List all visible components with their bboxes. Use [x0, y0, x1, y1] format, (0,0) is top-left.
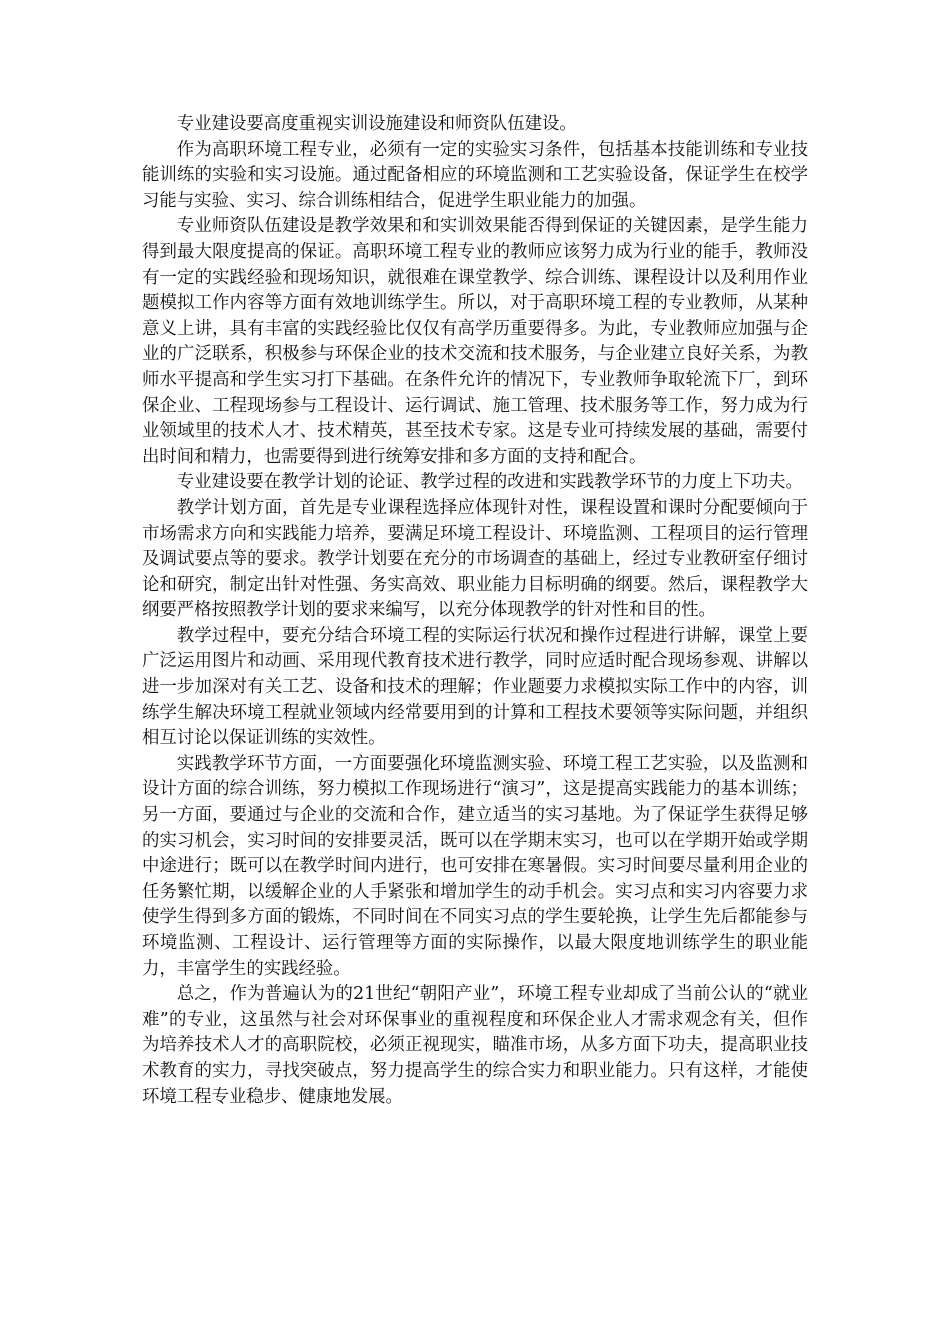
paragraph-teaching-process: 教学过程中，要充分结合环境工程的实际运行状况和操作过程进行讲解，课堂上要广泛运用图片和动画、采用现代教育技术进行教学，同时应适时配合现场参观、讲解以进一步加深对有关工艺、设备和技术的理解；作业题要力求模拟实际工作中的内容，训练学生解决环境工程就业领域内经常要用到的计算和工程技术要领等实际问题，并组织相互讨论以保证训练的实效性。 [142, 625, 808, 749]
paragraph-lab-conditions: 作为高职环境工程专业，必须有一定的实验实习条件，包括基本技能训练和专业技能训练的实验和实习设施。通过配备相应的环境监测和工艺实验设备，保证学生在校学习能与实验、实习、综合训练相结合，促进学生职业能力的加强。 [142, 139, 808, 211]
paragraph-practical-teaching: 实践教学环节方面，一方面要强化环境监测实验、环境工程工艺实验，以及监测和设计方面的综合训练，努力模拟工作现场进行“演习”，这是提高实践能力的基本训练；另一方面，要通过与企业的交流和合作，建立适当的实习基地。为了保证学生获得足够的实习机会，实习时间的安排要灵活，既可以在学期末实习，也可以在学期开始或学期中途进行；既可以在教学时间内进行，也可安排在寒暑假。实习时间要尽量利用企业的任务繁忙期，以缓解企业的人手紧张和增加学生的动手机会。实习点和实习内容要力求使学生得到多方面的锻炼，不同时间在不同实习点的学生要轮换，让学生先后都能参与环境监测、工程设计、运行管理等方面的实际操作，以最大限度地训练学生的职业能力，丰富学生的实践经验。 [142, 753, 808, 979]
paragraph-teaching-plan: 教学计划方面，首先是专业课程选择应体现针对性，课程设置和课时分配要倾向于市场需求方向和实践能力培养，要满足环境工程设计、环境监测、工程项目的运行管理及调试要点等的要求。教学计划要在充分的市场调查的基础上，经过专业教研室仔细讨论和研究，制定出针对性强、务实高效、职业能力目标明确的纲要。然后，课程教学大纲要严格按照教学计划的要求来编写，以充分体现教学的针对性和目的性。 [142, 497, 808, 621]
document-page [142, 112, 808, 1110]
paragraph-facilities-and-staff: 专业建设要高度重视实训设施建设和师资队伍建设。 [176, 114, 577, 134]
paragraph-teaching-plan-intro: 专业建设要在教学计划的论证、教学过程的改进和实践教学环节的力度上下功夫。 [176, 472, 803, 493]
paragraph-conclusion: 总之，作为普遍认为的21世纪“朝阳产业”，环境工程专业却成了当前公认的“就业难”的专业，这虽然与社会对环保事业的重视程度和环保企业人才需求观念有关，但作为培养技术人才的高职院校，必须正视现实，瞄准市场，从多方面下功夫，提高职业技术教育的实力，寻找突破点，努力提高学生的综合实力和职业能力。只有这样，才能使环境工程专业稳步、健康地发展。 [142, 984, 808, 1107]
paragraph-teaching-staff: 专业师资队伍建设是教学效果和和实训效果能否得到保证的关键因素，是学生能力得到最大限度提高的保证。高职环境工程专业的教师应该努力成为行业的能手，教师没有一定的实践经验和现场知识，就很难在课堂教学、综合训练、课程设计以及利用作业题模拟工作内容等方面有效地训练学生。所以，对于高职环境工程的专业教师，从某种意义上讲，具有丰富的实践经验比仅仅有高学历重要得多。为此，专业教师应加强与企业的广泛联系，积极参与环保企业的技术交流和技术服务，与企业建立良好关系，为教师水平提高和学生实习打下基础。在条件允许的情况下，专业教师争取轮流下厂，到环保企业、工程现场参与工程设计、运行调试、施工管理、技术服务等工作，努力成为行业领域里的技术人才、技术精英，甚至技术专家。这是专业可持续发展的基础，需要付出时间和精力，也需要得到进行统筹安排和多方面的支持和配合。 [142, 216, 808, 467]
